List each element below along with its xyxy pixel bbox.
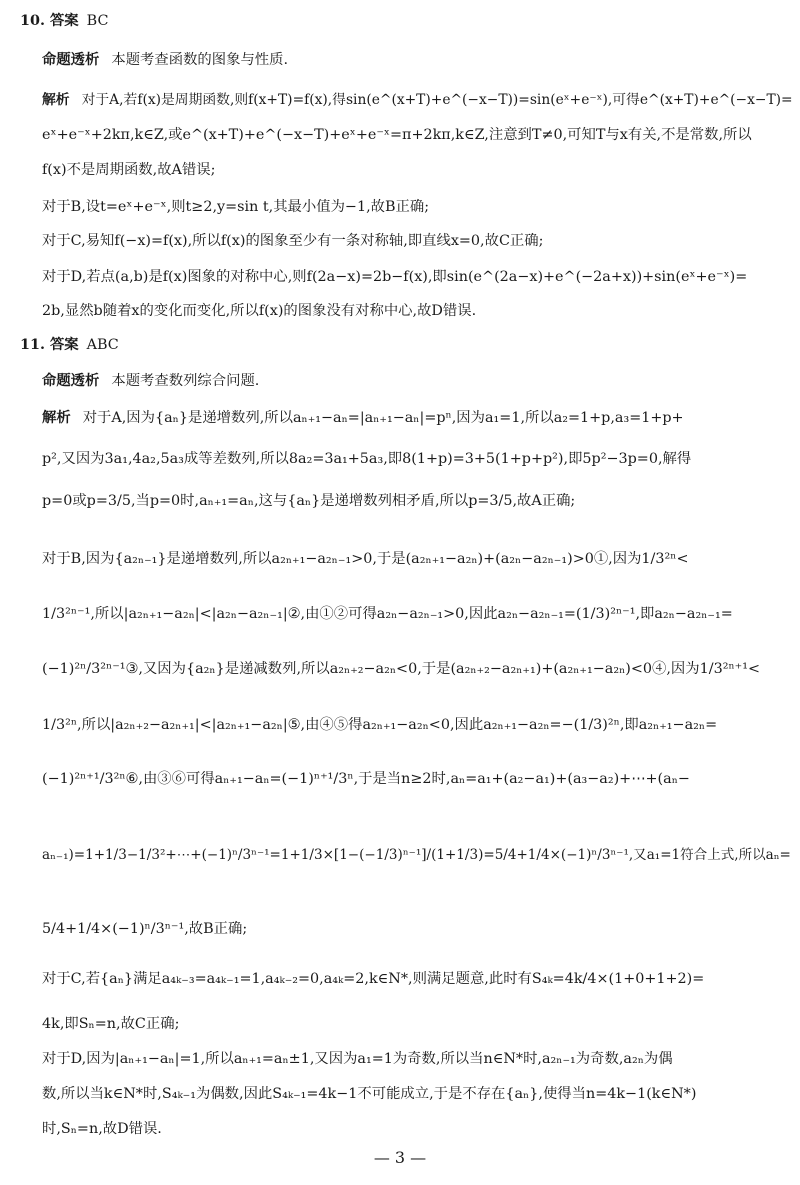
q11-line-14: 数,所以当k∈N*时,S₄ₖ₋₁为偶数,因此S₄ₖ₋₁=4k−1不可能成立,于是不存在{aₙ},使得当n=4k−1(k∈N*)	[42, 1086, 697, 1102]
q11-line-5: 1/3²ⁿ⁻¹,所以|a₂ₙ₊₁−a₂ₙ|<|a₂ₙ−a₂ₙ₋₁|②,由①②可得a₂ₙ−a₂ₙ₋₁>0,因此a₂ₙ−a₂ₙ₋₁=(1/3)²ⁿ⁻¹,即a₂ₙ−a₂ₙ₋₁=	[42, 606, 733, 622]
q10-line-3: f(x)不是周期函数,故A错误;	[42, 162, 216, 178]
q10-line-5: 对于C,易知f(−x)=f(x),所以f(x)的图象至少有一条对称轴,即直线x=0,故C正确;	[42, 233, 544, 249]
q10-line-1	[0, 91, 800, 109]
q11-line-15: 时,Sₙ=n,故D错误.	[42, 1121, 162, 1137]
q11-intent	[0, 372, 800, 390]
q11-line-11: 对于C,若{aₙ}满足a₄ₖ₋₃=a₄ₖ₋₁=1,a₄ₖ₋₂=0,a₄ₖ=2,k∈N*,则满足题意,此时有S₄ₖ=4k/4×(1+0+1+2)=	[42, 971, 705, 987]
q10-line-2: eˣ+e⁻ˣ+2kπ,k∈Z,或e^(x+T)+e^(−x−T)+eˣ+e⁻ˣ=π+2kπ,k∈Z,注意到T≠0,可知T与x有关,不是常数,所以	[42, 127, 752, 143]
q11-line-10: 5/4+1/4×(−1)ⁿ/3ⁿ⁻¹,故B正确;	[42, 921, 248, 937]
q10-line-6: 对于D,若点(a,b)是f(x)图象的对称中心,则f(2a−x)=2b−f(x),即sin(e^(2a−x)+e^(−2a+x))+sin(eˣ+e⁻ˣ)=	[42, 269, 748, 285]
q11-intent-text: 本题考查数列综合问题.	[111, 373, 260, 389]
q10-solution-label: 解析	[42, 92, 70, 108]
q11-answer: ABC	[86, 337, 119, 353]
q10-line-1-text: 对于A,若f(x)是周期函数,则f(x+T)=f(x),得sin(e^(x+T)+e^(−x−T))=sin(eˣ+e⁻ˣ),可得e^(x+T)+e^(−x−T)=	[81, 92, 793, 108]
q11-header-label: 11. 答案	[20, 337, 79, 353]
q10-header-label: 10. 答案	[20, 13, 79, 29]
q11-header	[0, 336, 800, 354]
q11-line-7: 1/3²ⁿ,所以|a₂ₙ₊₂−a₂ₙ₊₁|<|a₂ₙ₊₁−a₂ₙ|⑤,由④⑤得a₂ₙ₊₁−a₂ₙ<0,因此a₂ₙ₊₁−a₂ₙ=−(1/3)²ⁿ,即a₂ₙ₊₁−a₂ₙ=	[42, 717, 718, 733]
q10-line-7: 2b,显然b随着x的变化而变化,所以f(x)的图象没有对称中心,故D错误.	[42, 303, 477, 319]
q11-line-6: (−1)²ⁿ/3²ⁿ⁻¹③,又因为{a₂ₙ}是递减数列,所以a₂ₙ₊₂−a₂ₙ<0,于是(a₂ₙ₊₂−a₂ₙ₊₁)+(a₂ₙ₊₁−a₂ₙ)<0④,因为1/3²ⁿ⁺¹<	[42, 661, 760, 677]
q11-line-2: p²,又因为3a₁,4a₂,5a₃成等差数列,所以8a₂=3a₁+5a₃,即8(1+p)=3+5(1+p+p²),即5p²−3p=0,解得	[42, 451, 692, 467]
q10-header	[0, 12, 800, 30]
q11-line-1-text: 对于A,因为{aₙ}是递增数列,所以aₙ₊₁−aₙ=|aₙ₊₁−aₙ|=pⁿ,因为a₁=1,所以a₂=1+p,a₃=1+p+	[82, 410, 684, 426]
q11-line-1	[0, 409, 800, 427]
q11-line-4: 对于B,因为{a₂ₙ₋₁}是递增数列,所以a₂ₙ₊₁−a₂ₙ₋₁>0,于是(a₂ₙ₊₁−a₂ₙ)+(a₂ₙ−a₂ₙ₋₁)>0①,因为1/3²ⁿ<	[42, 551, 689, 567]
page-number: — 3 —	[373, 1148, 427, 1167]
q10-intent-text: 本题考查函数的图象与性质.	[111, 52, 289, 68]
q11-intent-label: 命题透析	[42, 373, 100, 389]
q11-line-3: p=0或p=3/5,当p=0时,aₙ₊₁=aₙ,这与{aₙ}是递增数列相矛盾,所以p=3/5,故A正确;	[42, 493, 576, 509]
q10-answer: BC	[86, 13, 109, 29]
q11-solution-label: 解析	[42, 410, 71, 426]
q10-intent	[0, 51, 800, 69]
q11-line-13: 对于D,因为|aₙ₊₁−aₙ|=1,所以aₙ₊₁=aₙ±1,又因为a₁=1为奇数,所以当n∈N*时,a₂ₙ₋₁为奇数,a₂ₙ为偶	[42, 1051, 673, 1067]
q11-line-12: 4k,即Sₙ=n,故C正确;	[42, 1016, 180, 1032]
q10-intent-label: 命题透析	[42, 52, 100, 68]
q11-line-8: (−1)²ⁿ⁺¹/3²ⁿ⑥,由③⑥可得aₙ₊₁−aₙ=(−1)ⁿ⁺¹/3ⁿ,于是当n≥2时,aₙ=a₁+(a₂−a₁)+(a₃−a₂)+⋯+(aₙ−	[42, 771, 690, 787]
q10-line-4: 对于B,设t=eˣ+e⁻ˣ,则t≥2,y=sin t,其最小值为−1,故B正确;	[42, 199, 430, 215]
q11-line-9: aₙ₋₁)=1+1/3−1/3²+⋯+(−1)ⁿ/3ⁿ⁻¹=1+1/3×[1−(−1/3)ⁿ⁻¹]/(1+1/3)=5/4+1/4×(−1)ⁿ/3ⁿ⁻¹,又a₁=1符合上式,所以aₙ=	[42, 847, 791, 863]
